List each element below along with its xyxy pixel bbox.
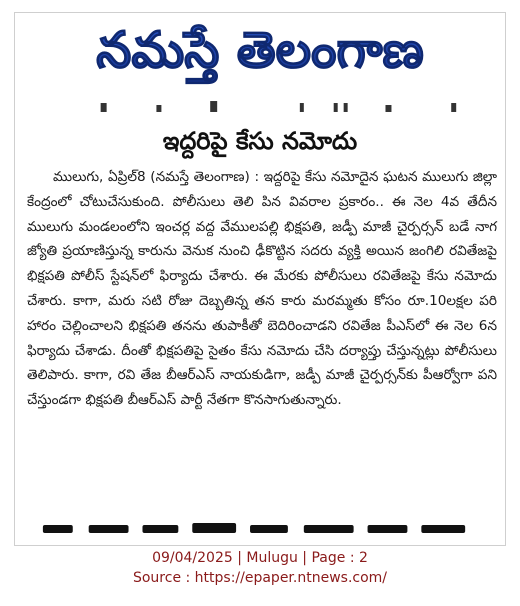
- footer-source: Source : https://epaper.ntnews.com/: [132, 570, 388, 586]
- cut-text-bottom: [15, 523, 505, 546]
- masthead-title: నమస్తే తెలంగాణ: [96, 21, 424, 79]
- cut-text-top: [15, 95, 505, 121]
- article-body: [27, 165, 497, 413]
- headline: ఇద్దరిపై కేసు నమోదు: [162, 127, 358, 155]
- masthead: [15, 13, 505, 87]
- masthead-logo: [40, 15, 480, 85]
- footer-meta: 09/04/2025 | Mulugu | Page : 2: [152, 550, 368, 566]
- clipping-frame: [14, 12, 506, 546]
- article-paragraph: ములుగు, ఏప్రిల్8 (నమస్తే తెలంగాణ) : ఇద్దరిపై కేసు నమోదైన ఘటన ములుగు జిల్లా కేంద్రంలో చోటుచేసుకుంది. పోలీసులు తెలి పిన వివరాల ప్రకారం.. ఈ నెల 4వ తేదీన ములుగు మండలంలోని ఇంచర్ల వద్ద వేములపల్లి భిక్షపతి, జడ్పీ మాజీ చైర్పర్సన్ బడే నాగ జ్యోతి ప్రయాణిస్తున్న కారును వెనుక నుంచి ఢీకొట్టిన సదరు వ్యక్తి అయిన జంగిలి రవితేజపై భిక్షపతి పోలీస్ స్టేషన్‌లో ఫిర్యాదు చేశారు. ఈ మేరకు పోలీసులు రవితేజపై కేసు నమోదు చేశారు. కాగా, మరు సటి రోజు దెబ్బతిన్న తన కారు మరమ్మతు కోసం రూ.10లక్షల పరి హారం చెల్లించాలని భిక్షపతి తనను తుపాకీతో బెదిరించాడని రవితేజ పీఎస్‌లో ఈ నెల 6న ఫిర్యాదు చేశాడు. దీంతో భిక్షపతిపై సైతం కేసు నమోదు చేసి దర్యాప్తు చేస్తున్నట్లు పోలీసులు తెలిపారు. కాగా, రవి తేజ బీఆర్ఎస్ నాయకుడిగా, జడ్పీ మాజీ చైర్పర్సన్‌కు పీఆర్వోగా పని చేస్తుండగా భిక్షపతి బీఆర్ఎస్ పార్టీ నేతగా కొనసాగుతున్నారు.: [27, 169, 497, 409]
- footer: [0, 548, 520, 588]
